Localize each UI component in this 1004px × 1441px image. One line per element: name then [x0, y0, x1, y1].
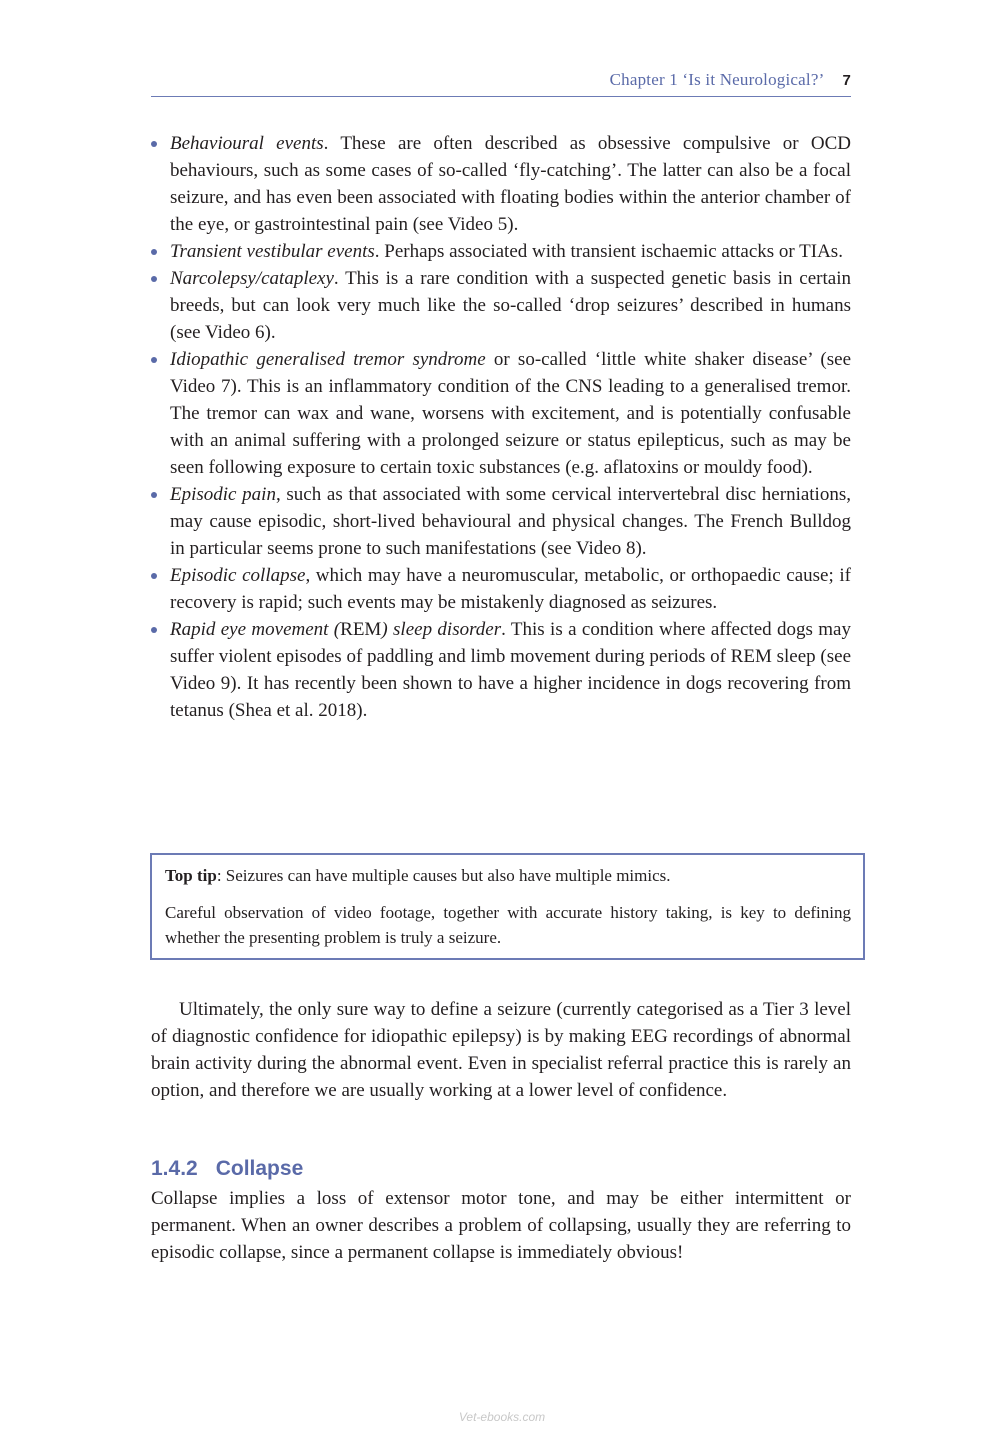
body-paragraph: Collapse implies a loss of extensor motor tone, and may be either intermittent or permanent. When an owner describes a problem of collapsing, usually they are referring to episodic collapse, since a permanent collapse is immediately obvious! — [151, 1188, 851, 1263]
bullet-text: , such as that associated with some cervical intervertebral disc herniations, may cause episodic, short-lived behavioural and physical changes. The French Bulldog in particular seems prone to such manifestations (see Video 8). — [170, 484, 851, 559]
top-tip-box — [150, 853, 865, 960]
bullet-term: Transient vestibular events — [170, 241, 375, 262]
top-tip-headline-text: : Seizures can have multiple causes but also have multiple mimics. — [216, 866, 671, 885]
bullet-term: Narcolepsy/cataplexy — [170, 268, 334, 289]
bullet-dot — [151, 357, 157, 363]
bullet-term: Idiopathic generalised tremor syndrome — [170, 349, 486, 370]
bullet-item — [151, 130, 851, 238]
bullet-dot — [151, 249, 157, 255]
watermark: Vet-ebooks.com — [458, 1410, 546, 1424]
bullet-term-abbrev: REM — [340, 619, 382, 640]
bullet-dot — [151, 492, 157, 498]
bullet-term: Episodic collapse — [170, 565, 306, 586]
bullet-text: . These are often described as obsessive compulsive or OCD behaviours, such as some cases of so-called ‘fly-catching’. The latter can also be a focal seizure, and has even been associated with floating bodies within the anterior chamber of the eye, or gastrointestinal pain (see Video 5). — [170, 133, 851, 235]
section-heading — [151, 1157, 303, 1181]
top-tip-headline — [165, 863, 851, 888]
top-tip-body: Careful observation of video footage, together with accurate history taking, is key to defining whether the presenting problem is truly a seizure. — [165, 903, 851, 947]
body-paragraph: Ultimately, the only sure way to define a seizure (currently categorised as a Tier 3 level of diagnostic confidence for idiopathic epilepsy) is by making EEG recordings of abnormal brain activity during the abnormal event. Even in specialist referral practice this is rarely an option, and therefore we are usually working at a lower level of confidence. — [151, 999, 851, 1101]
bullet-item — [151, 562, 851, 616]
bullet-item — [151, 481, 851, 562]
section-number: 1.4.2 — [151, 1157, 198, 1180]
bullet-item — [151, 265, 851, 346]
bullet-dot — [151, 276, 157, 282]
bullet-text: . Perhaps associated with transient ischaemic attacks or TIAs. — [374, 241, 843, 262]
page-number: 7 — [842, 72, 851, 89]
header-rule — [151, 96, 851, 97]
bullet-item — [151, 238, 851, 265]
chapter-title: Chapter 1 ‘Is it Neurological?’ — [609, 70, 825, 89]
bullet-text: , which may have a neuromuscular, metabolic, or orthopaedic cause; if recovery is rapid; such events may be mistakenly diagnosed as seizures. — [170, 565, 852, 613]
bullet-term: Episodic pain — [170, 484, 276, 505]
running-head — [151, 70, 851, 90]
section-title: Collapse — [215, 1157, 304, 1180]
bullet-dot — [151, 141, 157, 147]
bullet-term-end: ) sleep disorder — [381, 619, 502, 640]
bullet-dot — [151, 627, 157, 633]
top-tip-label: Top tip — [165, 866, 217, 885]
bullet-term: Behavioural events — [170, 133, 324, 154]
bullet-text: . This is a rare condition with a suspected genetic basis in certain breeds, but can look very much like the so-called ‘drop seizures’ described in humans (see Video 6). — [170, 268, 851, 343]
bullet-item — [151, 616, 851, 724]
bullet-list — [151, 130, 851, 724]
bullet-text: or so-called ‘little white shaker disease’ (see Video 7). This is an inflammatory condition of the CNS leading to a generalised tremor. The tremor can wax and wane, worsens with excitement, and is potentially confusable with an animal suffering with a prolonged seizure or status epilepticus, such as may be seen following exposure to certain toxic substances (e.g. aflatoxins or mouldy food). — [170, 349, 851, 478]
bullet-term: Rapid eye movement ( — [170, 619, 341, 640]
bullet-text: . This is a condition where affected dogs may suffer violent episodes of paddling and limb movement during periods of REM sleep (see Video 9). It has recently been shown to have a higher incidence in dogs recovering from tetanus (Shea et al. 2018). — [170, 619, 851, 721]
bullet-item — [151, 346, 851, 481]
bullet-dot — [151, 573, 157, 579]
